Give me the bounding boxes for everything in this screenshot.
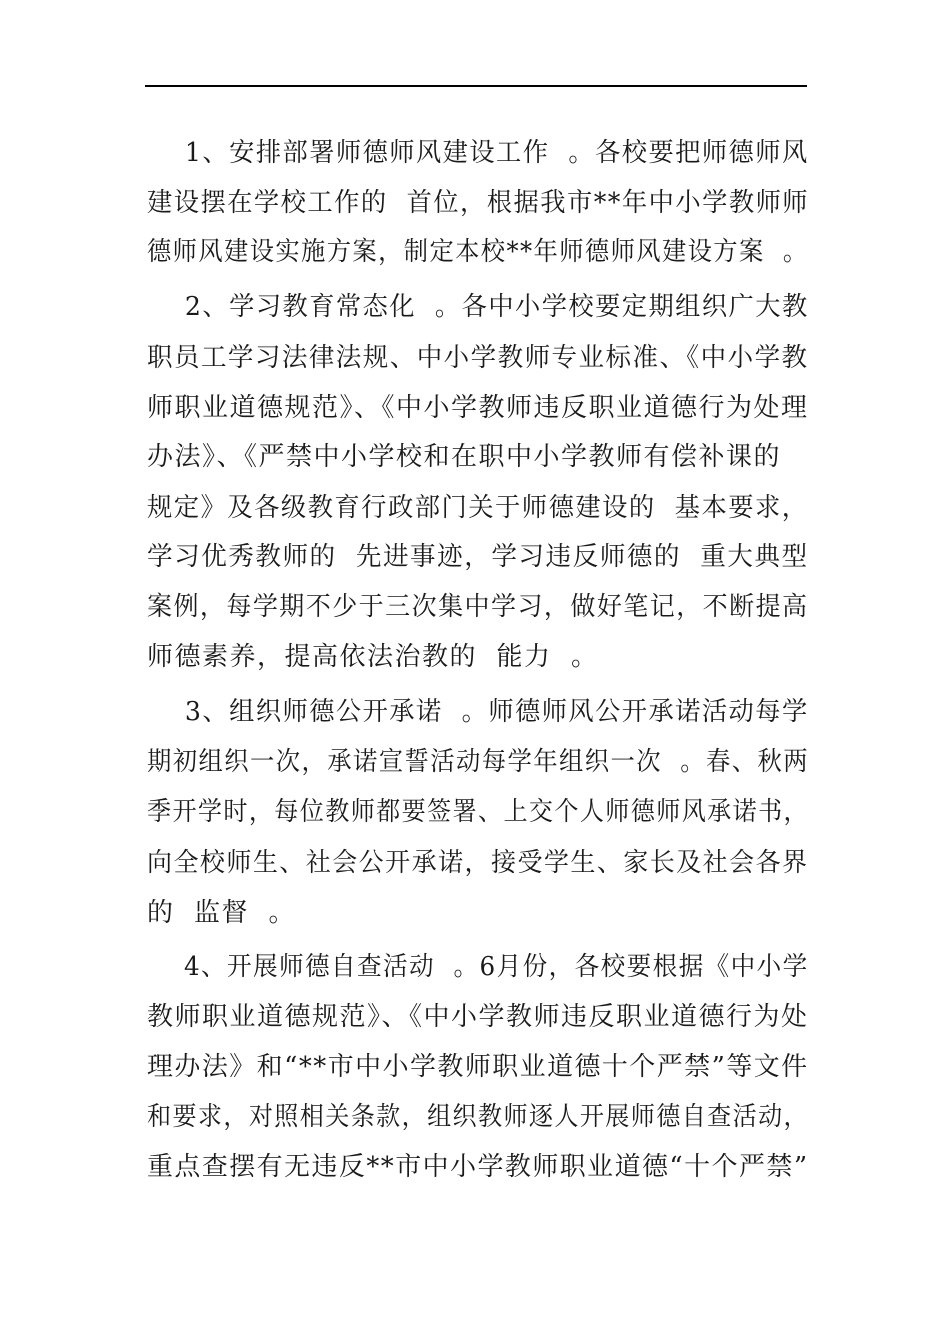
header-rule [145,85,807,87]
text-line: 和要求，对照相关条款，组织教师逐人开展师德自查活动， [147,1102,810,1132]
text-line: 3、组织师德公开承诺 。师德师风公开承诺活动每学 [147,697,809,727]
text-line: 学习优秀教师的 先进事迹，学习违反师德的 重大典型 [147,542,809,572]
text-line: 职员工学习法律法规、中小学教师专业标准、《中小学教 [147,343,809,373]
text-line: 建设摆在学校工作的 首位，根据我市**年中小学教师师 [147,188,810,218]
text-line: 季开学时，每位教师都要签署、上交个人师德师风承诺书， [147,797,810,827]
text-line: 案例，每学期不少于三次集中学习，做好笔记，不断提高 [147,592,809,622]
text-line: 教师职业道德规范》、《中小学教师违反职业道德行为处 [147,1002,809,1032]
text-line: 的 监督 。 [147,898,297,928]
text-line: 规定》及各级教育行政部门关于师德建设的 基本要求， [147,493,809,523]
text-line: 向全校师生、社会公开承诺，接受学生、家长及社会各界 [147,848,809,878]
text-line: 理办法》和“**市中小学教师职业道德十个严禁”等文件 [147,1052,809,1082]
text-line: 2、学习教育常态化 。各中小学校要定期组织广大教 [147,292,809,322]
text-line: 1、安排部署师德师风建设工作 。各校要把师德师风 [147,138,809,168]
text-line: 4、开展师德自查活动 。6月份，各校要根据《中小学 [147,952,809,982]
text-line: 德师风建设实施方案，制定本校**年师德师风建设方案 。 [147,237,809,267]
text-line: 期初组织一次，承诺宣誓活动每学年组织一次 。春、秋两 [147,747,810,777]
text-line: 办法》、《严禁中小学校和在职中小学教师有偿补课的 [147,442,782,472]
text-line: 师职业道德规范》、《中小学教师违反职业道德行为处理 [147,393,809,423]
text-line: 重点查摆有无违反**市中小学教师职业道德“十个严禁” [147,1152,809,1182]
text-line: 师德素养，提高依法治教的 能力 。 [147,642,599,672]
